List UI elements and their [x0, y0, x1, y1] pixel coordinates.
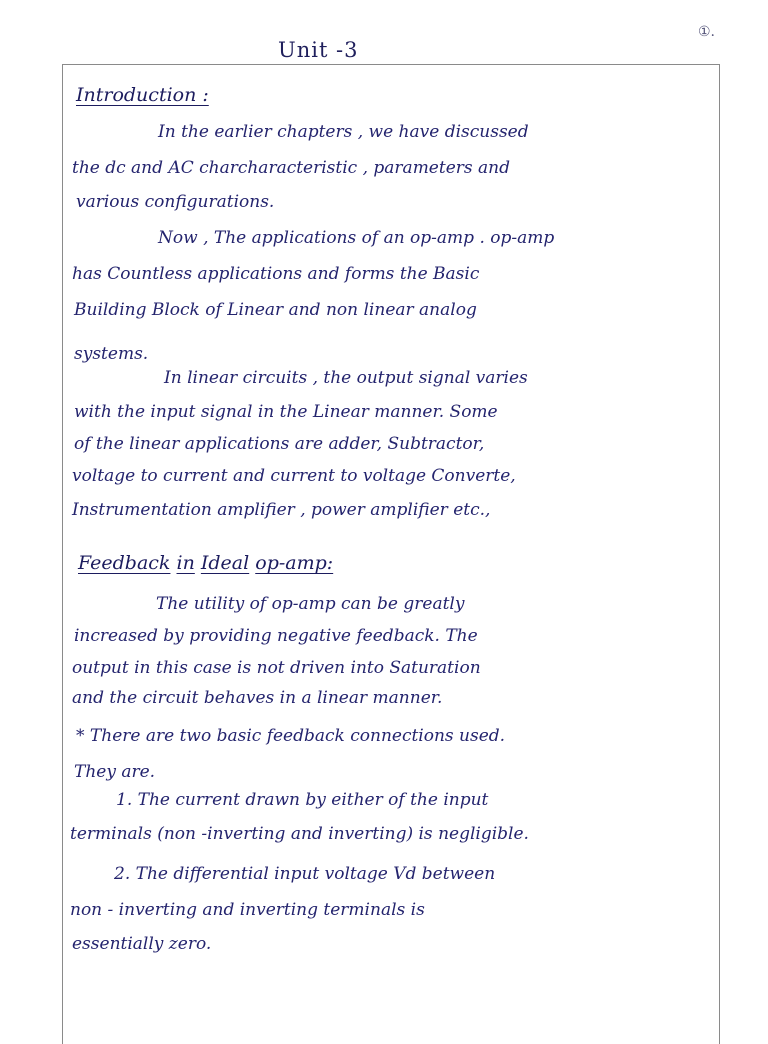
introduction-heading-text: Introduction :	[76, 84, 209, 106]
intro-line-1: In the earlier chapters , we have discussed	[158, 122, 529, 142]
intro-line-5: has Countless applications and forms the Basic	[72, 264, 480, 284]
feedback-line-10: non - inverting and inverting terminals is	[70, 900, 425, 920]
intro-line-7: systems.	[74, 344, 149, 364]
feedback-heading-word-3: Ideal	[200, 552, 250, 574]
feedback-heading-word-2: in	[176, 552, 195, 574]
intro-line-4: Now , The applications of an op-amp . op-amp	[158, 228, 555, 248]
introduction-heading	[76, 84, 209, 106]
intro-line-3: various configurations.	[76, 192, 275, 212]
intro-line-8: In linear circuits , the output signal varies	[164, 368, 528, 388]
feedback-line-11: essentially zero.	[72, 934, 212, 954]
unit-title: Unit -3	[278, 38, 359, 62]
feedback-line-9: 2. The differential input voltage Vd between	[114, 864, 496, 884]
intro-line-9: with the input signal in the Linear manner. Some	[74, 402, 498, 422]
feedback-line-5: * There are two basic feedback connections used.	[76, 726, 506, 746]
intro-line-6: Building Block of Linear and non linear analog	[74, 300, 477, 320]
feedback-line-2: increased by providing negative feedback. The	[74, 626, 478, 646]
feedback-line-3: output in this case is not driven into Saturation	[72, 658, 481, 678]
intro-line-2: the dc and AC charcharacteristic , parameters and	[72, 158, 510, 178]
feedback-heading-word-1: Feedback	[78, 552, 171, 574]
feedback-line-7: 1. The current drawn by either of the input	[116, 790, 489, 810]
feedback-heading-word-4: op-amp:	[255, 552, 334, 574]
intro-line-10: of the linear applications are adder, Subtractor,	[74, 434, 485, 454]
feedback-line-8: terminals (non -inverting and inverting) is negligible.	[70, 824, 529, 844]
feedback-heading	[78, 552, 333, 574]
feedback-line-1: The utility of op-amp can be greatly	[156, 594, 465, 614]
intro-line-11: voltage to current and current to voltage Converte,	[72, 466, 516, 486]
feedback-line-4: and the circuit behaves in a linear manner.	[72, 688, 443, 708]
feedback-line-6: They are.	[74, 762, 156, 782]
page-number: ①.	[698, 24, 716, 40]
intro-line-12: Instrumentation amplifier , power amplifier etc.,	[72, 500, 491, 520]
